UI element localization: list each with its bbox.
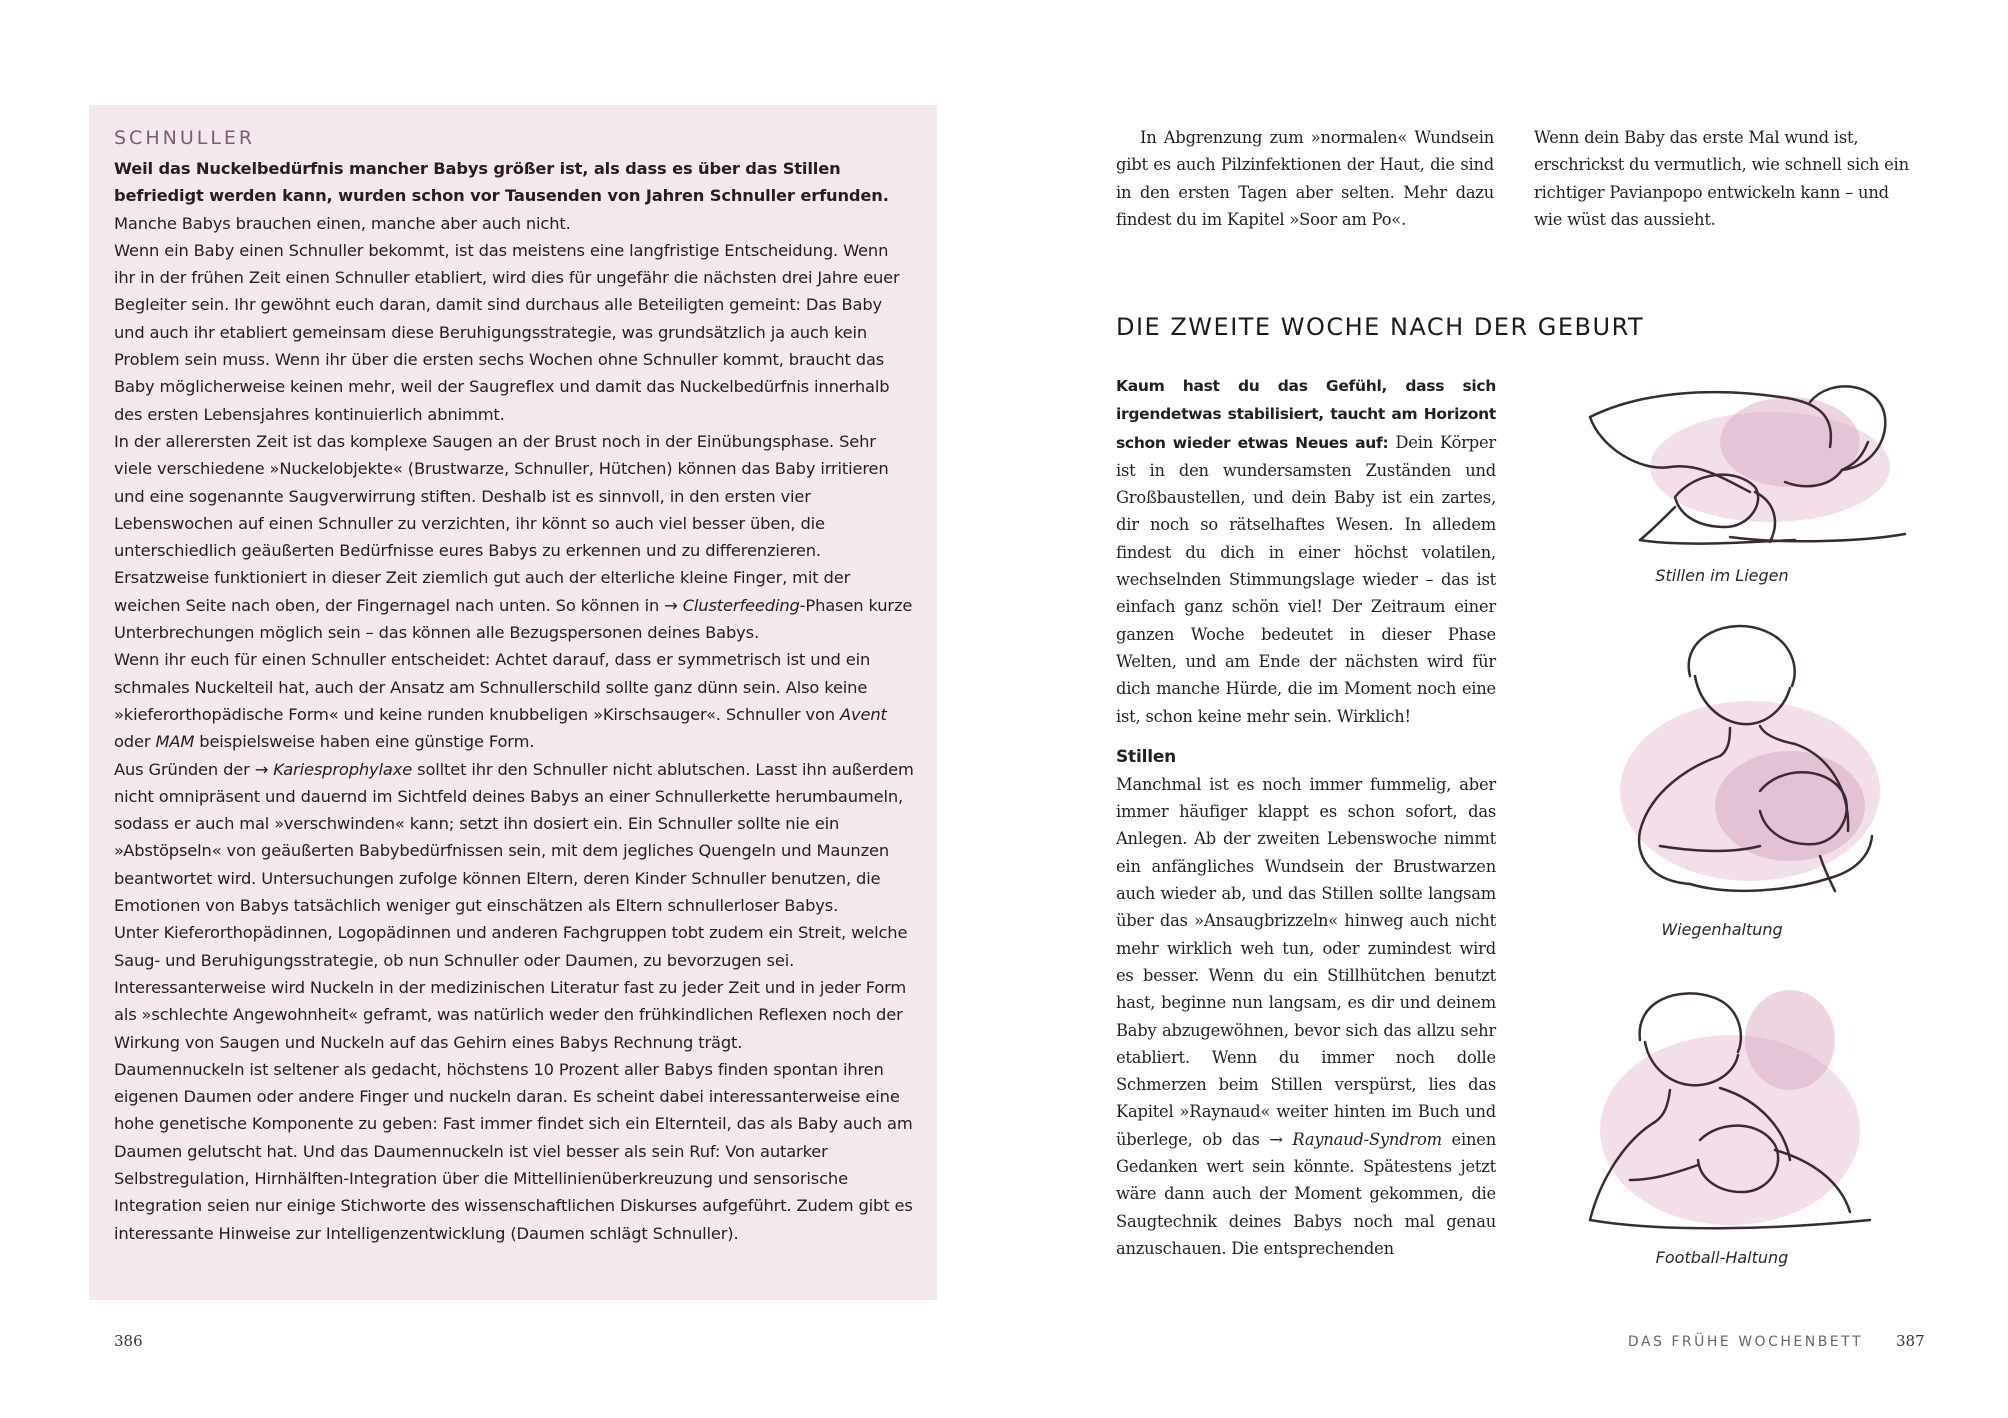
cross-reference-raynaud[interactable]	[1269, 1130, 1442, 1149]
info-box-heading: SCHNULLER	[114, 127, 256, 149]
caption-football-haltung: Football-Haltung	[1655, 1248, 1789, 1267]
info-box-text: Ersatzweise funktioniert in dieser Zeit ziemlich gut auch der elterliche kleine Finger, mit der weichen Seite nach oben, der Fingernagel nach unten. So können in	[114, 568, 851, 615]
wundsein-paragraph: In Abgrenzung zum »normalen« Wundsein gibt es auch Pilzinfektionen der Haut, die sind in den ersten Tagen aber selten. Mehr dazu findest du im Kapitel »Soor am Po«.	[1116, 128, 1494, 229]
arrow-icon: →	[1269, 1129, 1293, 1149]
info-box-content	[114, 125, 914, 1247]
illustration-wiegenhaltung	[1580, 616, 1920, 916]
info-box-text: beispielsweise haben eine günstige Form.	[194, 732, 535, 752]
page-number-left: 386	[114, 1332, 143, 1350]
info-box-paragraph: Unter Kieferorthopädinnen, Logopädinnen und anderen Fachgruppen tobt zudem ein Streit, welche Saug- und Beruhigungsstrategie, ob nun Schnuller oder Daumen, zu bevorzugen sei. Interessanterweise wird Nuckeln in der medizinischen Literatur fast zu jeder Zeit und in jeder Form als »schlechte Angewohnheit« geframt, was natürlich weder den frühkindlichen Reflexen noch der Wirkung von Saugen und Nuckeln auf das Gehirn eines Babys Rechnung trägt.	[114, 923, 908, 1052]
schnuller-info-box	[89, 105, 937, 1300]
reference-term: Clusterfeeding	[682, 595, 800, 615]
pavianpopo-paragraph: Wenn dein Baby das erste Mal wund ist, erschrickst du vermutlich, wie schnell sich ein richtiger Pavianpopo entwickeln kann – und wie wüst das aussieht.	[1534, 128, 1909, 229]
caption-stillen-im-liegen: Stillen im Liegen	[1655, 566, 1789, 585]
info-box-paragraph	[114, 646, 914, 755]
info-box-paragraph	[114, 155, 914, 237]
info-box-lead: Weil das Nuckelbedürfnis mancher Babys größer ist, als dass es über das Stillen befriedigt werden kann, wurden schon vor Tausenden von Jahren Schnuller erfunden.	[114, 159, 889, 206]
brand-name: Avent	[840, 704, 887, 724]
section-title: DIE ZWEITE WOCHE NACH DER GEBURT	[1116, 313, 1645, 341]
arrow-icon: →	[664, 595, 683, 615]
intro-lead: Kaum hast du das Gefühl, dass sich irgendetwas stabilisiert, taucht am Horizont schon wieder etwas Neues auf:	[1116, 377, 1496, 452]
intro-text: Dein Körper ist in den wundersamsten Zuständen und Großbaustellen, und dein Baby ist ein zartes, dir noch so rätselhaftes Wesen. In alledem findest du dich in einer höchst volatilen, wechselnden Stimmungslage wieder – das ist einfach ganz schön viel! Der Zeitraum einer ganzen Woche bedeutet in dieser Phase Welten, und am Ende der nächsten wird für dich manche Hürde, die im Moment noch eine ist, schon keine mehr sein. Wirklich!	[1116, 432, 1496, 726]
info-box-paragraph: Daumennuckeln ist seltener als gedacht, höchstens 10 Prozent aller Babys finden spontan ihren eigenen Daumen oder andere Finger und nuckeln daran. Es scheint dabei interessanterweise eine hohe genetische Komponente zu geben: Fast immer findet sich ein Elternteil, das als Baby auch am Daumen gelutscht hat. Und das Daumennuckeln ist viel besser als sein Ruf: Von autarker Selbstregulation, Hirnhälften-Integration über die Mittellinienüberkreuzung und sensorische Integration seien nur einige Stichworte des wissenschaftlichen Diskurses aufgeführt. Zudem gibt es interessante Hinweise zur Intelligenzentwicklung (Daumen schlägt Schnuller).	[114, 1059, 913, 1243]
info-box-paragraph	[114, 756, 914, 920]
info-box-text: -Phasen kurze Unterbrechungen möglich sein – das können alle Bezugspersonen deines Babys.	[114, 595, 913, 643]
caption-wiegenhaltung: Wiegenhaltung	[1661, 920, 1783, 939]
intro-paragraph	[1116, 372, 1496, 730]
cross-reference-kariesprophylaxe[interactable]	[255, 760, 412, 779]
page-number-right: 387	[1896, 1332, 1925, 1350]
info-box-paragraph: In der allerersten Zeit ist das komplexe Saugen an der Brust noch in der Einübungsphase. Sehr viele verschiedene »Nuckelobjekte« (Brustwarze, Schnuller, Hütchen) können das Baby irritieren und eine sogenannte Saugverwirrung stiften. Deshalb ist es sinnvoll, in den ersten vier Lebenswochen auf einen Schnuller zu verzichten, ihr könnt so auch viel besser üben, die unterschiedlich geäußerten Bedürfnisse eures Babys zu erkennen und zu differenzieren.	[114, 431, 889, 561]
info-box-text: Manche Babys brauchen einen, manche aber auch nicht.	[114, 213, 571, 233]
running-head: DAS FRÜHE WOCHENBETT	[1627, 1334, 1863, 1350]
info-box-text: Aus Gründen der	[114, 759, 255, 779]
reference-term: Kariesprophylaxe	[273, 759, 413, 779]
stillen-text: Manchmal ist es noch immer fummelig, aber immer häufiger klappt es schon sofort, das Anlegen. Ab der zweiten Lebenswoche nimmt ein anfängliches Wundsein der Brustwarzen auch wieder ab, und das Stillen sollte langsam über das »Ansaugbrizzeln« hinweg auch nicht mehr wirklich weh tun, oder zumindest wird es besser. Wenn du ein Stillhütchen benutzt hast, beginne nun langsam, es dir und deinem Baby abzugewöhnen, bevor sich das allzu sehr etabliert. Wenn du immer noch dolle Schmerzen beim Stillen verspürst, lies das Kapitel »Raynaud« weiter hinten im Buch und überlege, ob das	[1116, 774, 1496, 1149]
stillen-text: einen Gedanken wert sein könnte. Spätestens jetzt wäre dann auch der Moment gekommen, die Saugtechnik deines Babys noch mal genau anzuschauen. Die entsprechenden	[1116, 1129, 1496, 1258]
arrow-icon: →	[254, 759, 274, 779]
stillen-paragraph	[1116, 771, 1496, 1262]
cross-reference-clusterfeeding[interactable]	[664, 596, 800, 615]
subheading-stillen: Stillen	[1116, 746, 1177, 767]
main-text-column	[1116, 372, 1496, 1262]
info-box-text: oder	[114, 732, 156, 752]
reference-term: Raynaud-Syndrom	[1292, 1129, 1442, 1149]
brand-name: MAM	[155, 732, 195, 752]
info-box-text: solltet ihr den Schnuller nicht ablutschen. Lasst ihn außerdem nicht omnipräsent und dauernd im Sichtfeld deines Babys an einer Schnullerkette herumbaumeln, sodass er auch mal »verschwinden« kann; setzt ihn dosiert ein. Ein Schnuller sollte nie ein »Abstöpseln« von geäußerten Babybedürfnissen sein, mit dem jegliches Quengeln und Maunzen beantwortet wird. Untersuchungen zufolge können Eltern, deren Kinder Schnuller benutzen, die Emotionen von Babys tatsächlich weniger gut einschätzen als Eltern schnullerloser Babys.	[114, 759, 914, 916]
info-box-paragraph: Wenn ein Baby einen Schnuller bekommt, ist das meistens eine langfristige Entscheidung. Wenn ihr in der frühen Zeit einen Schnuller etabliert, wird dies für ungefähr die nächsten drei Jahre euer Begleiter sein. Ihr gewöhnt euch daran, damit sind durchaus alle Beteiligten gemeint: Das Baby und auch ihr etabliert gemeinsam diese Beruhigungsstrategie, was grundsätzlich ja auch kein Problem sein muss. Wenn ihr über die ersten sechs Wochen ohne Schnuller kommt, braucht das Baby möglicherweise keinen mehr, weil der Saugreflex und damit das Nuckelbedürfnis innerhalb des ersten Lebensjahres kontinuierlich abnimmt.	[114, 240, 900, 424]
illustration-stillen-im-liegen	[1580, 372, 1920, 572]
info-box-paragraph	[114, 564, 914, 646]
illustration-football-haltung	[1570, 980, 1920, 1250]
info-box-text: Wenn ihr euch für einen Schnuller entscheidet: Achtet darauf, dass er symmetrisch ist und ein schmales Nuckelteil hat, auch der Ansatz am Schnullerschild sollte ganz dünn sein. Also keine »kieferorthopädische Form« und keine runden knubbeligen »Kirschsauger«. Schnuller von	[114, 650, 871, 724]
